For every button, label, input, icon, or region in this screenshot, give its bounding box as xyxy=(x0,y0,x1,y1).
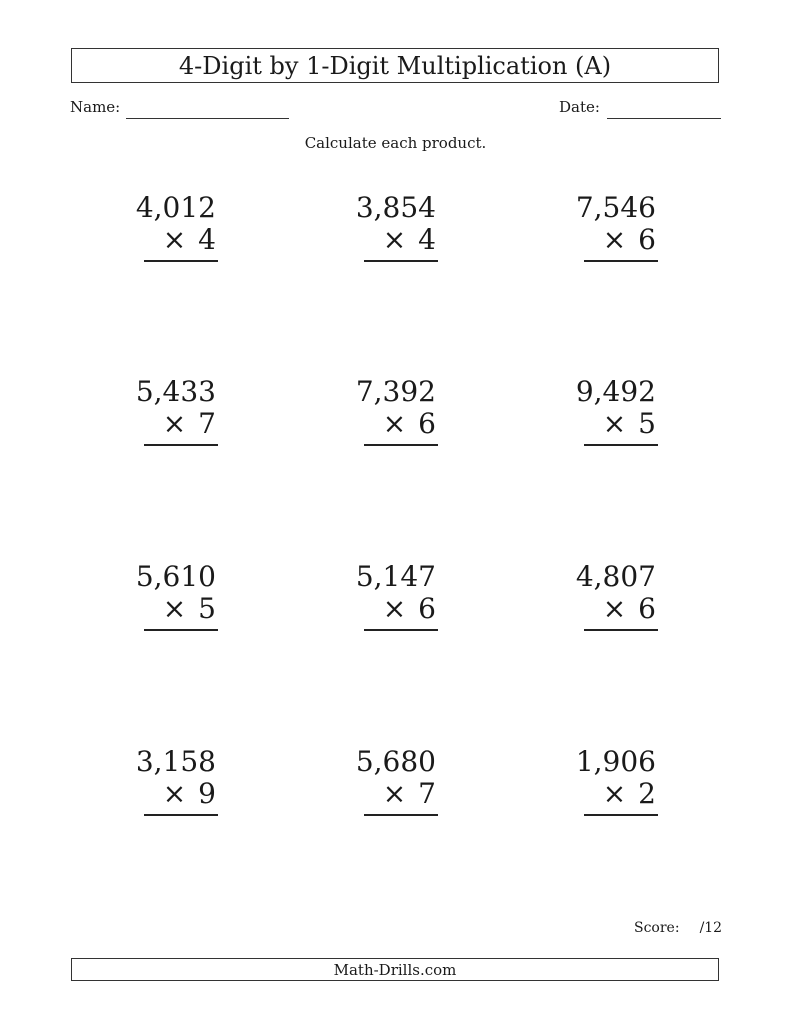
problem-5 xyxy=(348,376,468,456)
footer xyxy=(71,958,719,981)
problem-6-multiplier: 5 xyxy=(638,407,656,440)
problem-11-multiplier: 7 xyxy=(418,777,436,810)
problem-2-multiplier: 4 xyxy=(418,223,436,256)
answer-line xyxy=(144,629,218,631)
score-total: /12 xyxy=(699,920,723,936)
problem-2-multiplicand: 3,854 xyxy=(355,191,436,224)
answer-line xyxy=(584,629,658,631)
multiply-symbol: × xyxy=(382,407,407,440)
multiply-symbol: × xyxy=(602,223,627,256)
problem-2 xyxy=(348,192,468,272)
answer-line xyxy=(584,260,658,262)
problem-4 xyxy=(128,376,248,456)
problem-6-multiplier-row xyxy=(603,408,656,440)
problem-3-multiplier: 6 xyxy=(638,223,656,256)
problem-1 xyxy=(128,192,248,272)
answer-line xyxy=(364,629,438,631)
multiply-symbol: × xyxy=(602,407,627,440)
answer-line xyxy=(584,814,658,816)
answer-line xyxy=(144,444,218,446)
title-text: 4-Digit by 1-Digit Multiplication (A) xyxy=(178,51,612,80)
problem-8-multiplicand: 5,147 xyxy=(355,560,436,593)
problem-10-multiplier-row xyxy=(163,778,216,810)
problem-1-multiplier-row xyxy=(163,224,216,256)
problem-3-multiplier-row xyxy=(603,224,656,256)
problem-7 xyxy=(128,561,248,641)
multiply-symbol: × xyxy=(382,223,407,256)
answer-line xyxy=(144,260,218,262)
multiply-symbol: × xyxy=(382,592,407,625)
problem-11 xyxy=(348,746,468,826)
problem-5-multiplicand: 7,392 xyxy=(355,375,436,408)
problem-4-multiplicand: 5,433 xyxy=(135,375,216,408)
problem-8-multiplier-row xyxy=(383,593,436,625)
score-label: Score: xyxy=(634,920,680,936)
problem-1-multiplier: 4 xyxy=(198,223,216,256)
date-field-line xyxy=(607,118,721,119)
problem-10 xyxy=(128,746,248,826)
answer-line xyxy=(364,260,438,262)
problem-6 xyxy=(568,376,688,456)
multiply-symbol: × xyxy=(162,592,187,625)
problem-1-multiplicand: 4,012 xyxy=(135,191,216,224)
worksheet-title xyxy=(71,48,719,83)
problem-5-multiplier: 6 xyxy=(418,407,436,440)
problem-9 xyxy=(568,561,688,641)
multiply-symbol: × xyxy=(162,407,187,440)
problem-12-multiplicand: 1,906 xyxy=(575,745,656,778)
score xyxy=(634,920,722,936)
name-label: Name: xyxy=(70,98,121,116)
multiply-symbol: × xyxy=(162,777,187,810)
problem-7-multiplier: 5 xyxy=(198,592,216,625)
problem-6-multiplicand: 9,492 xyxy=(575,375,656,408)
answer-line xyxy=(364,814,438,816)
answer-line xyxy=(584,444,658,446)
problem-3 xyxy=(568,192,688,272)
problem-3-multiplicand: 7,546 xyxy=(575,191,656,224)
problem-4-multiplier-row xyxy=(163,408,216,440)
problem-11-multiplier-row xyxy=(383,778,436,810)
problem-9-multiplier-row xyxy=(603,593,656,625)
footer-text: Math-Drills.com xyxy=(333,960,457,979)
problem-12 xyxy=(568,746,688,826)
multiply-symbol: × xyxy=(382,777,407,810)
problem-9-multiplicand: 4,807 xyxy=(575,560,656,593)
instructions: Calculate each product. xyxy=(304,134,487,152)
problem-10-multiplier: 9 xyxy=(198,777,216,810)
problem-10-multiplicand: 3,158 xyxy=(135,745,216,778)
problem-12-multiplier: 2 xyxy=(638,777,656,810)
multiply-symbol: × xyxy=(162,223,187,256)
problem-7-multiplier-row xyxy=(163,593,216,625)
multiply-symbol: × xyxy=(602,777,627,810)
multiply-symbol: × xyxy=(602,592,627,625)
problem-8 xyxy=(348,561,468,641)
problem-8-multiplier: 6 xyxy=(418,592,436,625)
problem-12-multiplier-row xyxy=(603,778,656,810)
problem-4-multiplier: 7 xyxy=(198,407,216,440)
answer-line xyxy=(364,444,438,446)
date-label: Date: xyxy=(559,98,600,116)
problem-7-multiplicand: 5,610 xyxy=(135,560,216,593)
problem-9-multiplier: 6 xyxy=(638,592,656,625)
problem-5-multiplier-row xyxy=(383,408,436,440)
problem-11-multiplicand: 5,680 xyxy=(355,745,436,778)
problem-2-multiplier-row xyxy=(383,224,436,256)
answer-line xyxy=(144,814,218,816)
name-field-line xyxy=(126,118,289,119)
